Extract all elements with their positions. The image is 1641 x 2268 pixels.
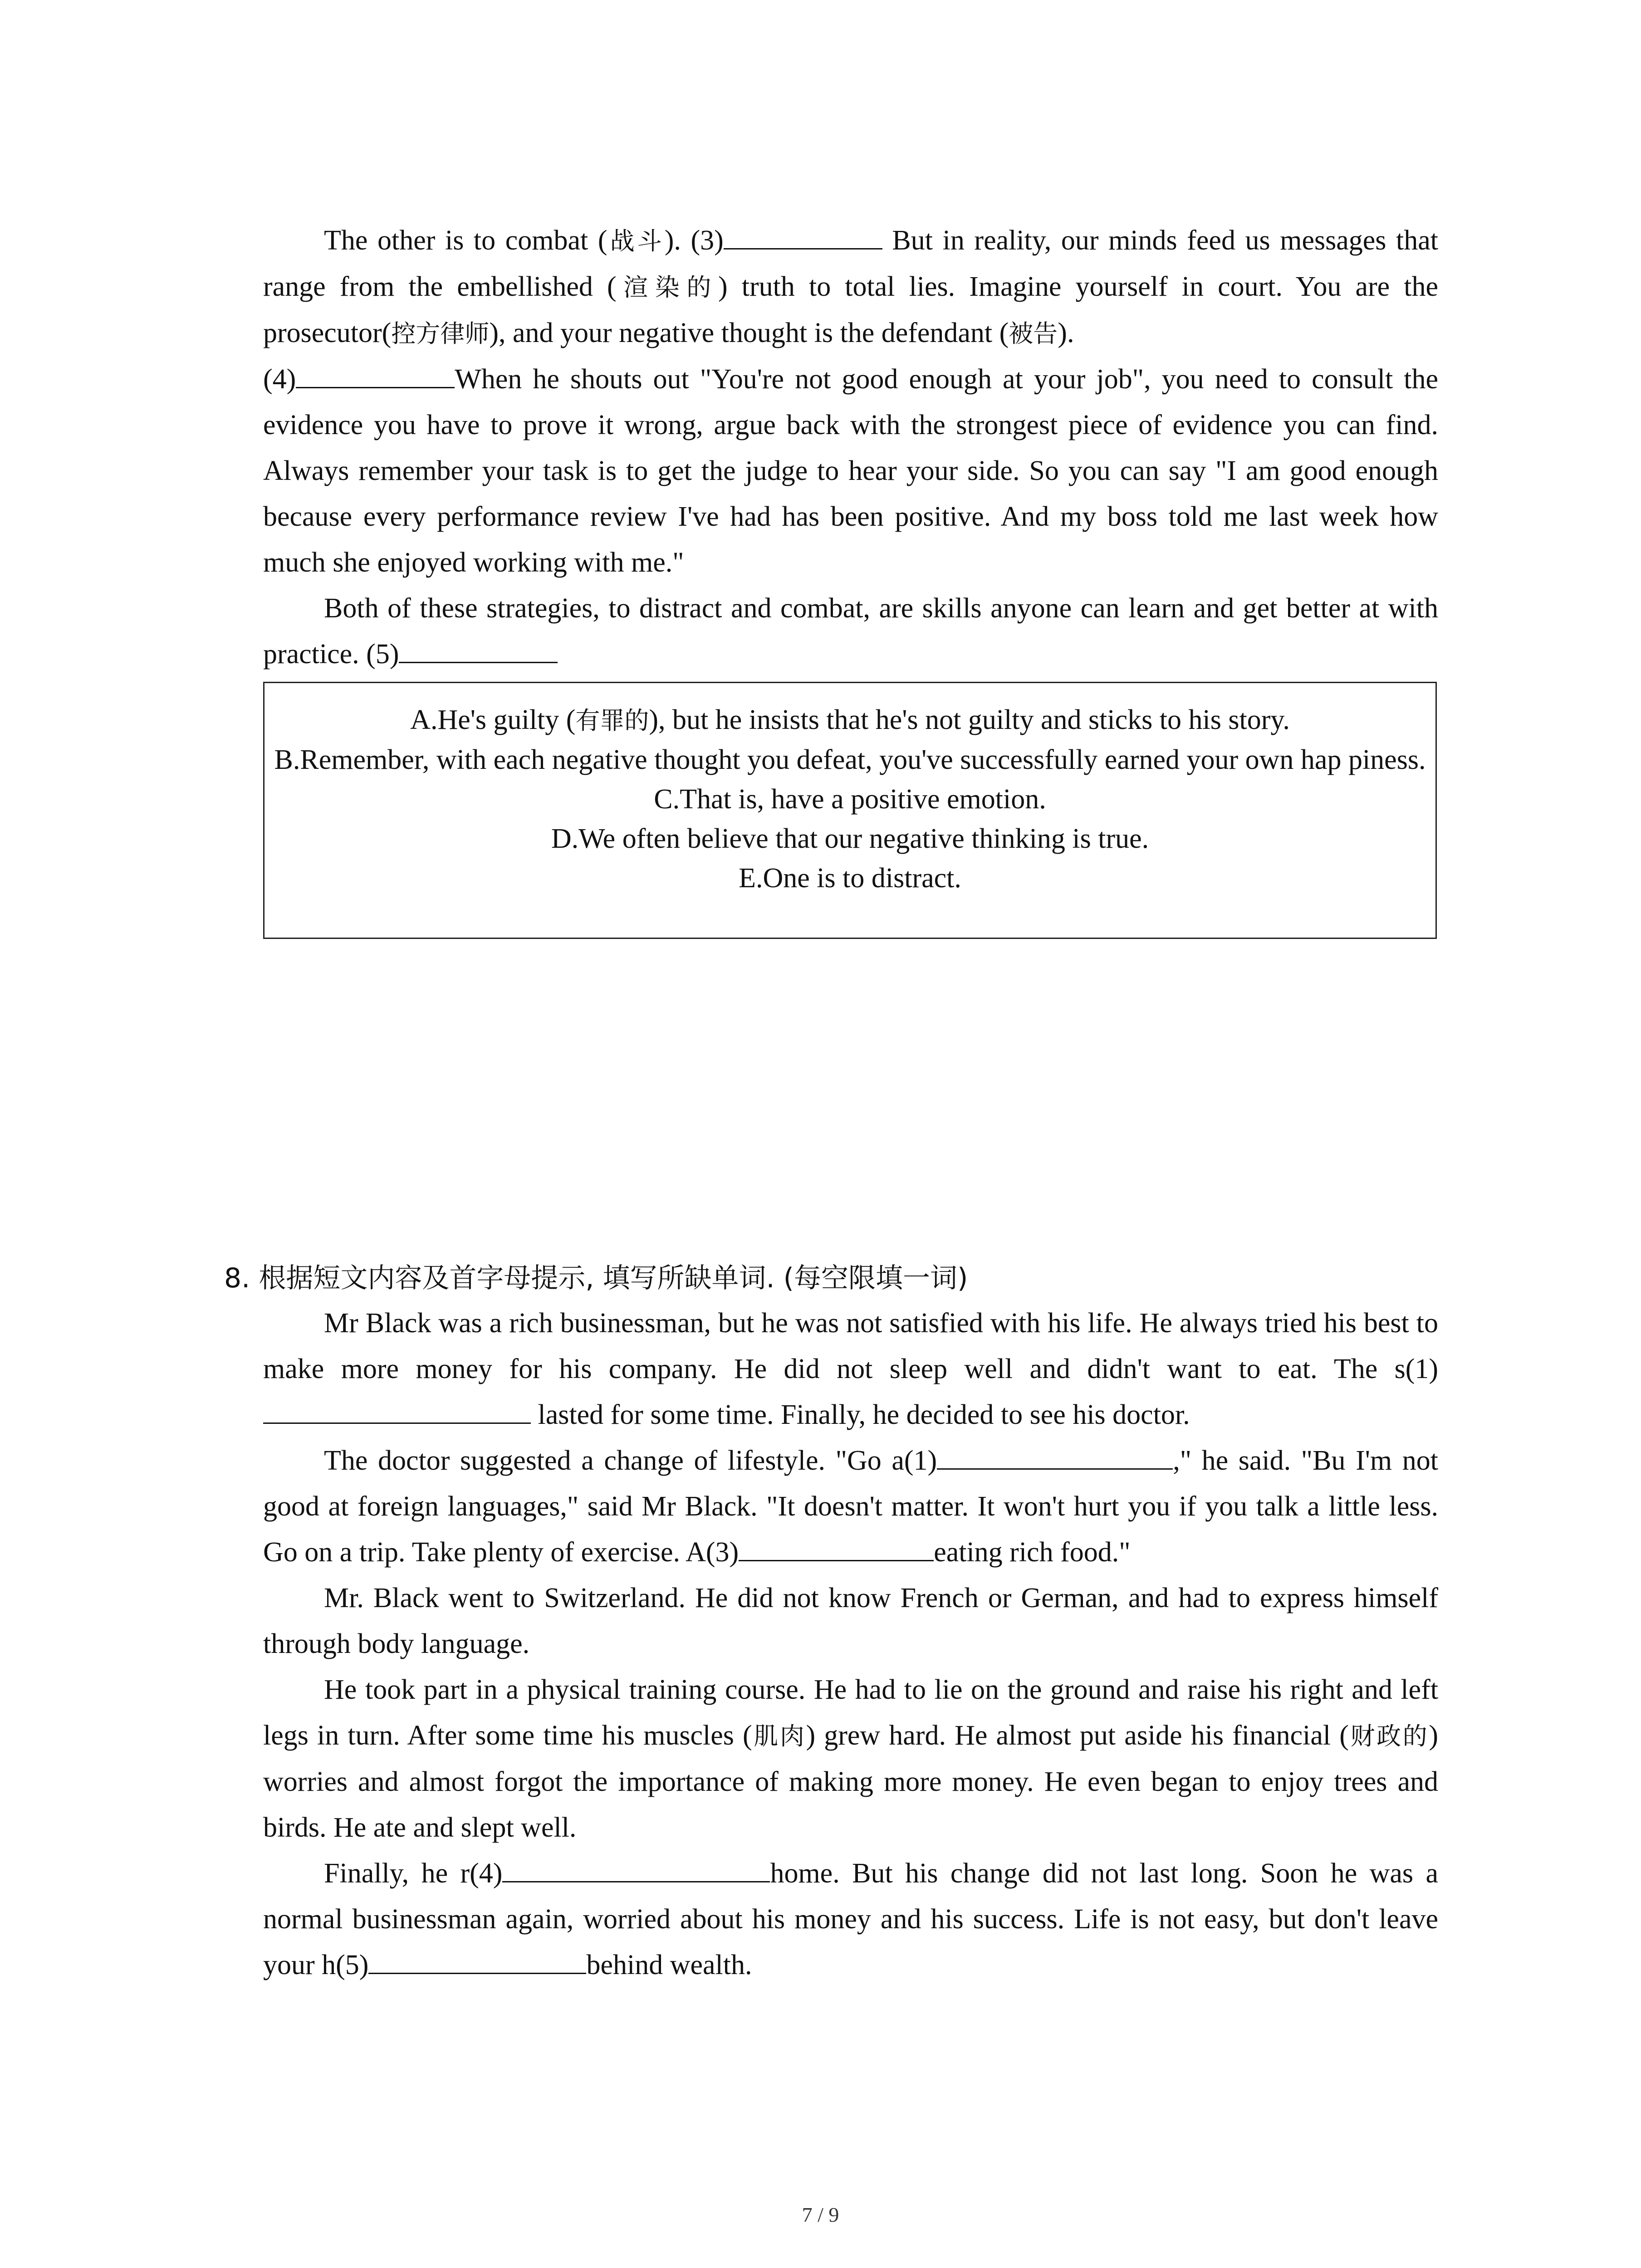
passage-one-paragraph-2 <box>263 357 1438 586</box>
text: ) worries and almost forgot the importance of making more money. He even began to enjoy trees and birds. He ate and slept well. <box>263 1720 1439 1843</box>
passage-one-paragraph-3 <box>263 586 1438 677</box>
answer-blank-h5[interactable] <box>368 1949 586 1974</box>
passage-two-paragraph-4 <box>263 1667 1438 1851</box>
answer-blank-a3[interactable] <box>739 1536 934 1561</box>
chinese-gloss: 财政的 <box>1348 1722 1429 1750</box>
text: ), and your negative thought is the defendant ( <box>489 318 1009 348</box>
text: eating rich food." <box>934 1537 1131 1568</box>
passage-two <box>263 1300 1438 1988</box>
chinese-gloss: 战斗 <box>607 227 665 255</box>
text: But in reality, our minds feed us messages that range from the embellished ( <box>263 225 1439 302</box>
answer-blank-5[interactable] <box>399 638 558 663</box>
passage-two-paragraph-1 <box>263 1300 1438 1438</box>
chinese-gloss: 肌肉 <box>752 1722 806 1750</box>
text: The doctor suggested a change of lifestyle. "Go a(1) <box>324 1445 937 1476</box>
passage-two-paragraph-3: Mr. Black went to Switzerland. He did not know French or German, and had to express himself through body language. <box>263 1583 1438 1659</box>
passage-two-paragraph-5 <box>263 1851 1438 1988</box>
chinese-gloss: 被告 <box>1009 319 1058 348</box>
text: Both of these strategies, to distract and combat, are skills anyone can learn and get better at with practice. (5) <box>263 593 1438 670</box>
answer-blank-a1[interactable] <box>937 1445 1173 1470</box>
passage-two-paragraph-2 <box>263 1438 1438 1575</box>
answer-blank-3[interactable] <box>724 225 882 249</box>
text: (4) <box>263 364 296 395</box>
text: ), but he insists that he's not guilty and sticks to his story. <box>649 704 1290 735</box>
option-c: C.That is, have a positive emotion. <box>654 784 1046 815</box>
text: ) truth to total lies. Imagine yourself in court. You are the prosecutor( <box>263 271 1439 348</box>
text: He took part in a physical training course. He had to lie on the ground and raise his right and left legs in turn. After some time his muscles ( <box>263 1674 1438 1751</box>
text: A.He's guilty ( <box>410 704 576 735</box>
option-e: E.One is to distract. <box>739 863 961 894</box>
answer-blank-s1[interactable] <box>263 1399 531 1424</box>
text: The other is to combat ( <box>324 225 607 256</box>
answer-blank-r4[interactable] <box>502 1857 770 1882</box>
options-box <box>263 682 1437 939</box>
option-a <box>265 700 1435 740</box>
answer-blank-4[interactable] <box>296 363 455 388</box>
text: ) grew hard. He almost put aside his financial ( <box>806 1720 1349 1751</box>
text: home. But his change did not last long. Soon he was a normal businessman again, worried about his money and his success. Life is not easy, but don't leave your h(5) <box>263 1858 1439 1980</box>
question-8-title: 8. 根据短文内容及首字母提示, 填写所缺单词. (每空限填一词) <box>224 1262 968 1294</box>
chinese-gloss: 渲染的 <box>616 273 719 302</box>
text: ," he said. "Bu I'm not good at foreign languages," said Mr Black. "It doesn't matter. It won't hurt you if you talk a little less. Go on a trip. Take plenty of exercise. A(3) <box>263 1445 1438 1568</box>
text: lasted for some time. Finally, he decided to see his doctor. <box>531 1399 1190 1430</box>
chinese-gloss: 有罪的 <box>575 706 649 735</box>
chinese-gloss: 控方律师 <box>391 319 490 348</box>
passage-one-paragraph-1 <box>263 218 1438 357</box>
text: Mr Black was a rich businessman, but he was not satisfied with his life. He always tried his best to make more money for his company. He did not sleep well and didn't want to eat. The s(1) <box>263 1308 1438 1384</box>
text: behind wealth. <box>586 1950 752 1980</box>
option-d: D.We often believe that our negative thinking is true. <box>551 823 1149 854</box>
text: Finally, he r(4) <box>324 1858 503 1889</box>
page-number: 7 / 9 <box>802 2203 839 2226</box>
text: When he shouts out "You're not good enough at your job", you need to consult the evidence you have to prove it wrong, argue back with the strongest piece of evidence you can find. Always remember your task is to get the judge to hear your side. So you can say "I am good enough because every performance review I've had has been positive. And my boss told me last week how much she enjoyed working with me." <box>263 364 1438 578</box>
text: ). <box>1058 318 1074 348</box>
text: ). (3) <box>664 225 724 256</box>
option-b: B.Remember, with each negative thought you defeat, you've successfully earned your own hap piness. <box>274 744 1426 775</box>
passage-one <box>263 218 1438 677</box>
